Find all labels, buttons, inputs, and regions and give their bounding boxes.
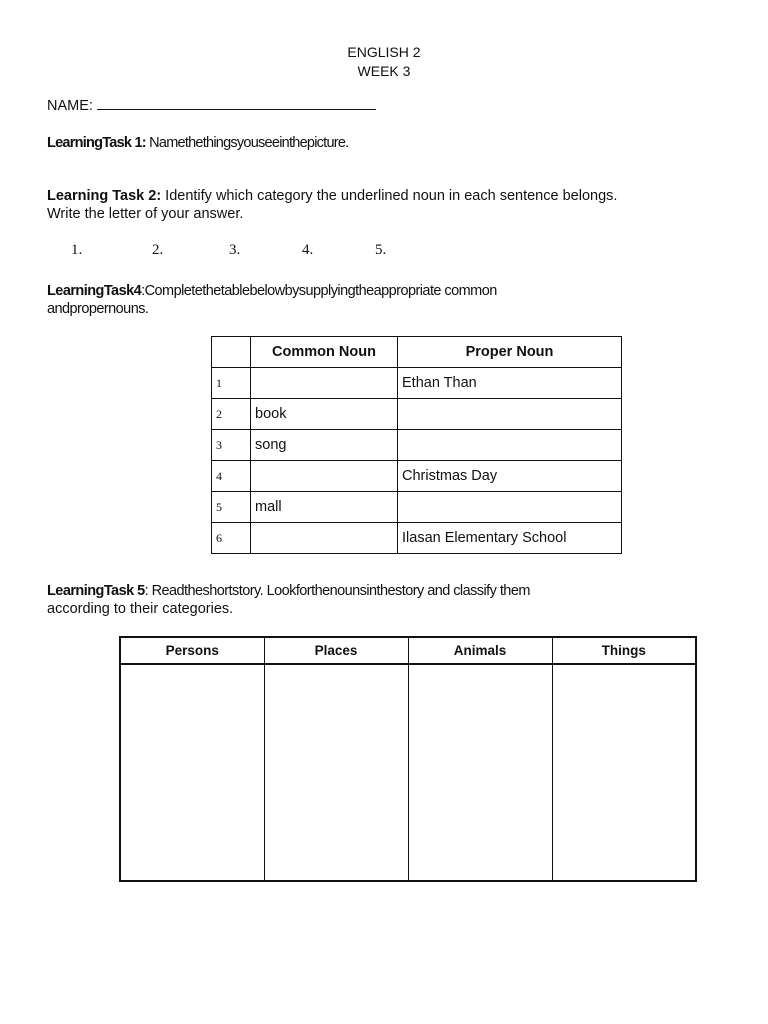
proper-noun-cell[interactable] bbox=[398, 430, 622, 461]
task4-text: :Completethetablebelowbysupplyingtheappropriate common bbox=[141, 283, 497, 299]
common-noun-cell[interactable]: song bbox=[251, 430, 398, 461]
table-row bbox=[212, 492, 622, 523]
category-answer-row bbox=[120, 664, 696, 881]
header-animals: Animals bbox=[408, 637, 552, 664]
task5-instruction bbox=[47, 582, 530, 600]
noun-table bbox=[211, 336, 622, 554]
name-blank-line[interactable] bbox=[97, 97, 376, 110]
answer-number-2: 2. bbox=[152, 242, 164, 258]
header-number bbox=[212, 337, 251, 368]
name-label: NAME: bbox=[47, 98, 93, 114]
row-number: 1 bbox=[212, 368, 251, 399]
answer-number-3: 3. bbox=[229, 242, 241, 258]
common-noun-cell[interactable] bbox=[251, 523, 398, 554]
answer-number-4: 4. bbox=[302, 242, 314, 258]
table-row bbox=[212, 430, 622, 461]
task4-instruction bbox=[47, 282, 497, 300]
header-places: Places bbox=[264, 637, 408, 664]
animals-cell[interactable] bbox=[408, 664, 552, 881]
category-table-header bbox=[120, 637, 696, 664]
task5-text: : Readtheshortstory. Lookforthenounsinthestory and classify them bbox=[144, 583, 530, 599]
table-row bbox=[212, 523, 622, 554]
common-noun-cell[interactable]: book bbox=[251, 399, 398, 430]
row-number: 6 bbox=[212, 523, 251, 554]
table-row bbox=[212, 461, 622, 492]
name-field bbox=[47, 97, 376, 115]
row-number: 4 bbox=[212, 461, 251, 492]
header-things: Things bbox=[552, 637, 696, 664]
header-persons: Persons bbox=[120, 637, 264, 664]
proper-noun-cell[interactable]: Ethan Than bbox=[398, 368, 622, 399]
document-subject: ENGLISH 2 bbox=[347, 44, 421, 60]
task5-label: LearningTask 5 bbox=[47, 583, 145, 599]
noun-table-header bbox=[212, 337, 622, 368]
table-row bbox=[212, 399, 622, 430]
proper-noun-cell[interactable]: Christmas Day bbox=[398, 461, 622, 492]
proper-noun-cell[interactable] bbox=[398, 492, 622, 523]
task4-instruction-line2: andpropernouns. bbox=[47, 301, 149, 317]
things-cell[interactable] bbox=[552, 664, 696, 881]
persons-cell[interactable] bbox=[120, 664, 264, 881]
document-week: WEEK 3 bbox=[357, 63, 411, 79]
row-number: 5 bbox=[212, 492, 251, 523]
common-noun-cell[interactable] bbox=[251, 368, 398, 399]
task1-instruction bbox=[47, 134, 348, 152]
common-noun-cell[interactable] bbox=[251, 461, 398, 492]
row-number: 2 bbox=[212, 399, 251, 430]
task2-instruction-line2: Write the letter of your answer. bbox=[47, 206, 244, 222]
row-number: 3 bbox=[212, 430, 251, 461]
proper-noun-cell[interactable] bbox=[398, 399, 622, 430]
category-table bbox=[119, 636, 697, 882]
task2-text: Identify which category the underlined noun in each sentence belongs. bbox=[161, 188, 618, 204]
task4-label: LearningTask4 bbox=[47, 283, 142, 299]
answer-number-1: 1. bbox=[71, 242, 83, 258]
task1-label: LearningTask 1: bbox=[47, 135, 146, 151]
task2-label: Learning Task 2: bbox=[47, 188, 162, 204]
header-common-noun: Common Noun bbox=[251, 337, 398, 368]
task5-instruction-line2: according to their categories. bbox=[47, 601, 234, 617]
table-row bbox=[212, 368, 622, 399]
header-proper-noun: Proper Noun bbox=[398, 337, 622, 368]
proper-noun-cell[interactable]: Ilasan Elementary School bbox=[398, 523, 622, 554]
task2-instruction bbox=[47, 187, 617, 205]
common-noun-cell[interactable]: mall bbox=[251, 492, 398, 523]
places-cell[interactable] bbox=[264, 664, 408, 881]
answer-number-5: 5. bbox=[375, 242, 387, 258]
task1-text: Namethethingsyouseeinthepicture. bbox=[145, 135, 349, 151]
